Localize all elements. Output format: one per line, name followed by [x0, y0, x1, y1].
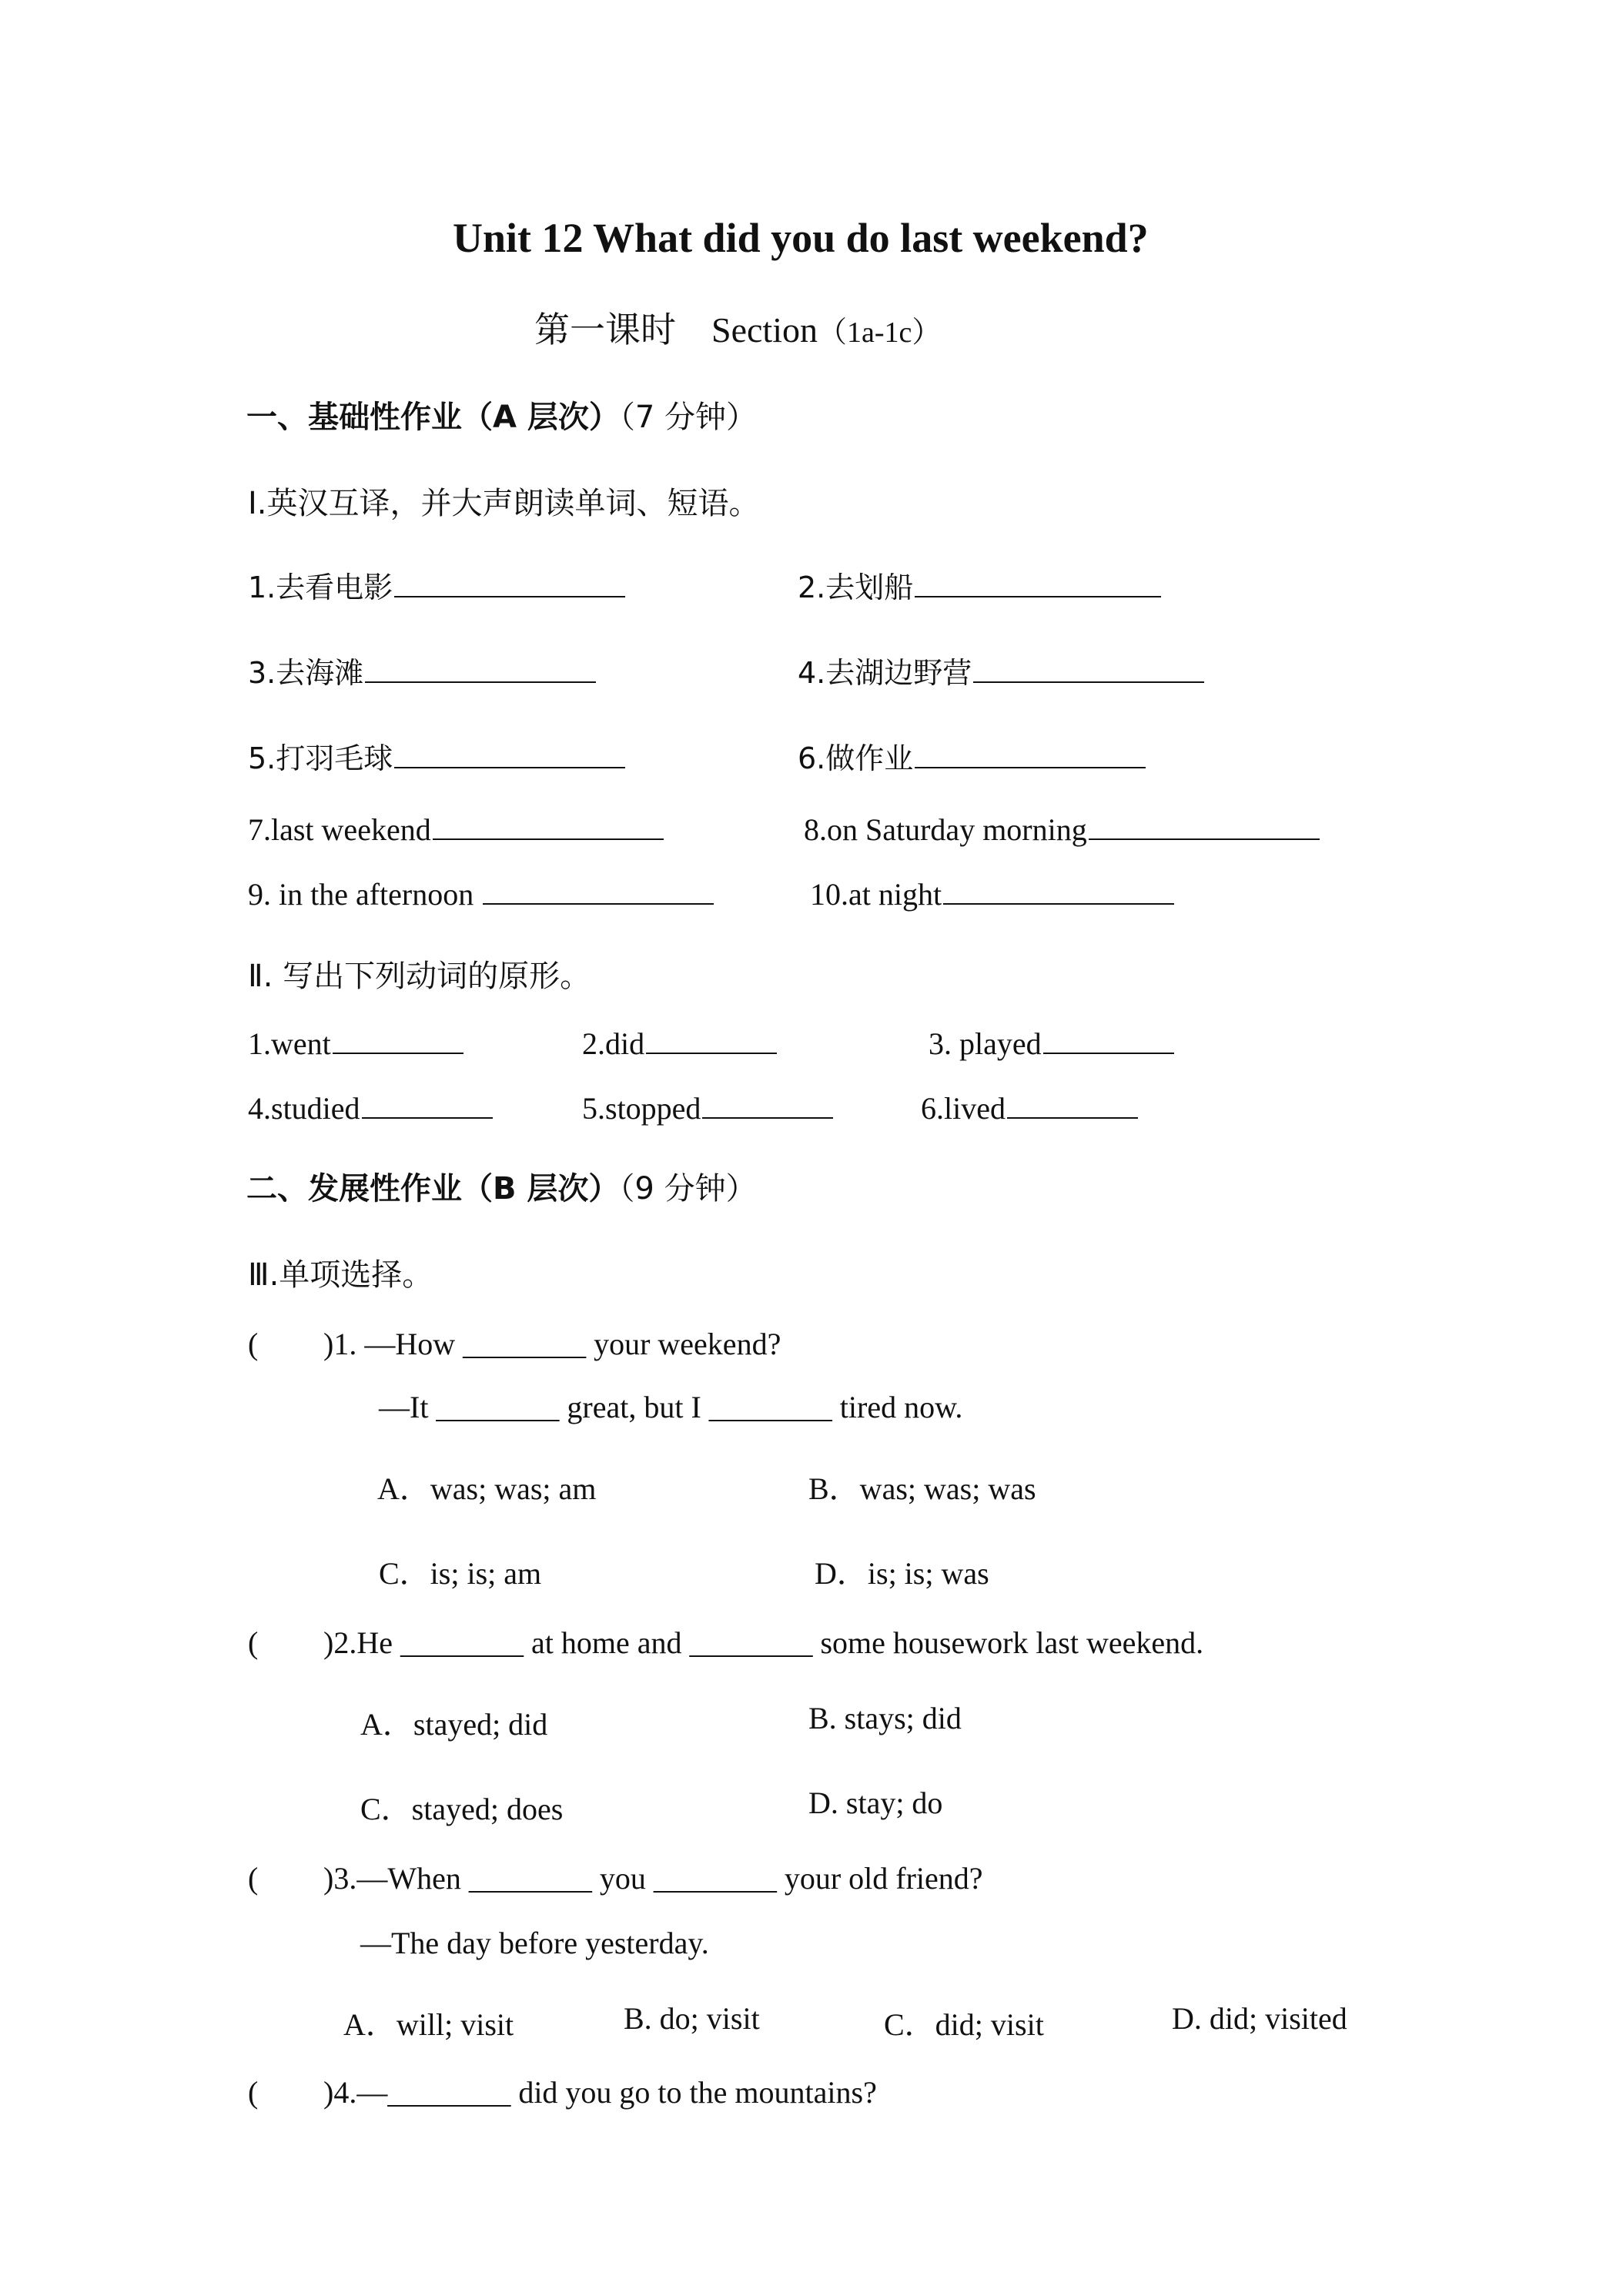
- answer-blank[interactable]: [394, 595, 625, 597]
- lesson-label: 第一课时: [534, 310, 676, 350]
- answer-blank[interactable]: [915, 766, 1146, 768]
- mc-question-1-line-1: )1. —How ________ your weekend?: [323, 1327, 781, 1361]
- vocab-item-8: 8.on Saturday morning: [804, 812, 1320, 848]
- vocab-item-5: 5.打羽毛球: [248, 735, 625, 777]
- vocab-item-6: 6.做作业: [798, 735, 1146, 777]
- mc-option-2c[interactable]: C．stayed; does: [360, 1792, 564, 1826]
- vocab-item-3: 3.去海滩: [248, 649, 596, 691]
- answer-blank[interactable]: [646, 1052, 777, 1054]
- mc-option-1b[interactable]: B．was; was; was: [808, 1471, 1036, 1506]
- answer-paren-4[interactable]: (: [248, 2075, 259, 2110]
- vocab-item-1: 1.去看电影: [248, 564, 625, 606]
- answer-blank[interactable]: [1089, 838, 1320, 840]
- vocab-item-7: 7.last weekend: [248, 812, 664, 848]
- question-2-heading: Ⅱ. 写出下列动词的原形。: [248, 959, 591, 994]
- part-a-title: 一、基础性作业（A 层次）: [246, 400, 620, 435]
- mc-option-3b[interactable]: B. do; visit: [624, 2001, 760, 2036]
- answer-blank[interactable]: [365, 681, 596, 683]
- mc-question-1-line-2: —It ________ great, but I ________ tired now.: [379, 1390, 963, 1424]
- mc-option-2d[interactable]: D. stay; do: [808, 1786, 943, 1820]
- vocab-item-4: 4.去湖边野营: [798, 649, 1204, 691]
- answer-blank[interactable]: [1007, 1116, 1138, 1119]
- question-3-heading: Ⅲ.单项选择。: [248, 1257, 433, 1293]
- section-label: Section: [711, 310, 818, 350]
- answer-blank[interactable]: [943, 902, 1174, 905]
- answer-blank[interactable]: [915, 595, 1161, 597]
- part-b-heading: [246, 1164, 757, 1208]
- answer-paren-2[interactable]: (: [248, 1625, 259, 1660]
- question-1-heading: Ⅰ.英汉互译，并大声朗读单词、短语。: [248, 486, 760, 521]
- part-a-time: （7 分钟）: [619, 400, 758, 435]
- lesson-subtitle: [534, 302, 941, 353]
- answer-blank[interactable]: [433, 838, 664, 840]
- vocab-item-9: 9. in the afternoon: [248, 876, 714, 912]
- answer-blank[interactable]: [394, 766, 625, 768]
- mc-option-3d[interactable]: D. did; visited: [1172, 2001, 1347, 2036]
- mc-option-2b[interactable]: B. stays; did: [808, 1701, 962, 1735]
- answer-blank[interactable]: [362, 1116, 493, 1119]
- verb-item-2: 2.did: [582, 1026, 777, 1062]
- part-a-heading: [246, 393, 757, 437]
- mc-question-3-line-2: —The day before yesterday.: [360, 1926, 709, 1960]
- verb-item-1: 1.went: [248, 1026, 463, 1062]
- page-title: Unit 12 What did you do last weekend?: [453, 215, 1149, 261]
- part-b-time: （9 分钟）: [619, 1171, 757, 1207]
- mc-question-2-line-1: )2.He ________ at home and ________ some housework last weekend.: [323, 1625, 1204, 1660]
- mc-option-2a[interactable]: A．stayed; did: [360, 1707, 548, 1742]
- mc-option-3a[interactable]: A．will; visit: [343, 2007, 514, 2042]
- answer-blank[interactable]: [702, 1116, 833, 1119]
- vocab-item-2: 2.去划船: [798, 564, 1161, 606]
- answer-blank[interactable]: [973, 681, 1204, 683]
- verb-item-6: 6.lived: [921, 1090, 1138, 1126]
- answer-paren-1[interactable]: (: [248, 1327, 259, 1361]
- answer-blank[interactable]: [483, 902, 714, 905]
- section-range: （1a-1c）: [817, 316, 942, 349]
- mc-option-1c[interactable]: C．is; is; am: [379, 1556, 542, 1591]
- mc-question-4-line-1: )4.—________ did you go to the mountains?: [323, 2075, 877, 2110]
- verb-item-5: 5.stopped: [582, 1090, 833, 1126]
- mc-option-1d[interactable]: D．is; is; was: [815, 1556, 989, 1591]
- verb-item-3: 3. played: [929, 1026, 1174, 1062]
- vocab-item-10: 10.at night: [810, 876, 1174, 912]
- answer-paren-3[interactable]: (: [248, 1861, 259, 1896]
- mc-question-3-line-1: )3.—When ________ you ________ your old friend?: [323, 1861, 983, 1896]
- answer-blank[interactable]: [1043, 1052, 1174, 1054]
- mc-option-3c[interactable]: C．did; visit: [884, 2007, 1044, 2042]
- answer-blank[interactable]: [333, 1052, 463, 1054]
- part-b-title: 二、发展性作业（B 层次）: [246, 1171, 620, 1207]
- verb-item-4: 4.studied: [248, 1090, 493, 1126]
- mc-option-1a[interactable]: A．was; was; am: [377, 1471, 597, 1506]
